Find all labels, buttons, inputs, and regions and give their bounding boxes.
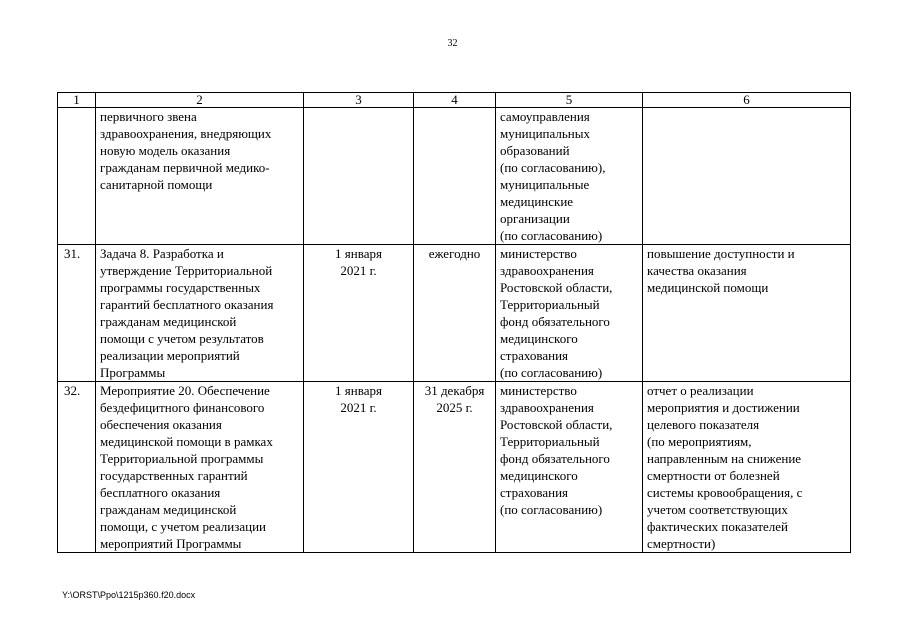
- start-date-cell: 1 января 2021 г.: [304, 382, 414, 553]
- row-number-cell: 32.: [58, 382, 96, 553]
- footer-file-path: Y:\ORST\Ppo\1215p360.f20.docx: [62, 590, 196, 600]
- table-row: [58, 382, 851, 553]
- result-cell: [643, 108, 851, 245]
- end-date-cell: 31 декабря 2025 г.: [414, 382, 496, 553]
- activity-cell: первичного звена здравоохранения, внедряющих новую модель оказания гражданам первичной медико- санитарной помощи: [96, 108, 304, 245]
- table-row: [58, 245, 851, 382]
- executor-cell: министерство здравоохранения Ростовской области, Территориальный фонд обязательного медицинского страхования (по согласованию): [496, 245, 643, 382]
- activity-table: [57, 92, 851, 553]
- col-header-5: 5: [496, 93, 643, 108]
- col-header-6: 6: [643, 93, 851, 108]
- result-cell: отчет о реализации мероприятия и достижении целевого показателя (по мероприятиям, направленным на снижение смертности от болезней системы кровообращения, с учетом соответствующих фактических показателей смертности): [643, 382, 851, 553]
- activity-cell: Мероприятие 20. Обеспечение бездефицитного финансового обеспечения оказания медицинской помощи в рамках Территориальной программы государственных гарантий бесплатного оказания гражданам медицинской помощи, с учетом реализации мероприятий Программы: [96, 382, 304, 553]
- col-header-3: 3: [304, 93, 414, 108]
- col-header-1: 1: [58, 93, 96, 108]
- table-row: [58, 108, 851, 245]
- start-date-cell: 1 января 2021 г.: [304, 245, 414, 382]
- start-date-cell: [304, 108, 414, 245]
- row-number-cell: 31.: [58, 245, 96, 382]
- executor-cell: самоуправления муниципальных образований (по согласованию), муниципальные медицинские организации (по согласованию): [496, 108, 643, 245]
- col-header-2: 2: [96, 93, 304, 108]
- row-number-cell: [58, 108, 96, 245]
- end-date-cell: [414, 108, 496, 245]
- activity-cell: Задача 8. Разработка и утверждение Территориальной программы государственных гарантий бесплатного оказания гражданам медицинской помощи с учетом результатов реализации мероприятий Программы: [96, 245, 304, 382]
- executor-cell: министерство здравоохранения Ростовской области, Территориальный фонд обязательного медицинского страхования (по согласованию): [496, 382, 643, 553]
- col-header-4: 4: [414, 93, 496, 108]
- page-number: 32: [447, 38, 458, 49]
- end-date-cell: ежегодно: [414, 245, 496, 382]
- table-header-row: [58, 93, 851, 108]
- result-cell: повышение доступности и качества оказания медицинской помощи: [643, 245, 851, 382]
